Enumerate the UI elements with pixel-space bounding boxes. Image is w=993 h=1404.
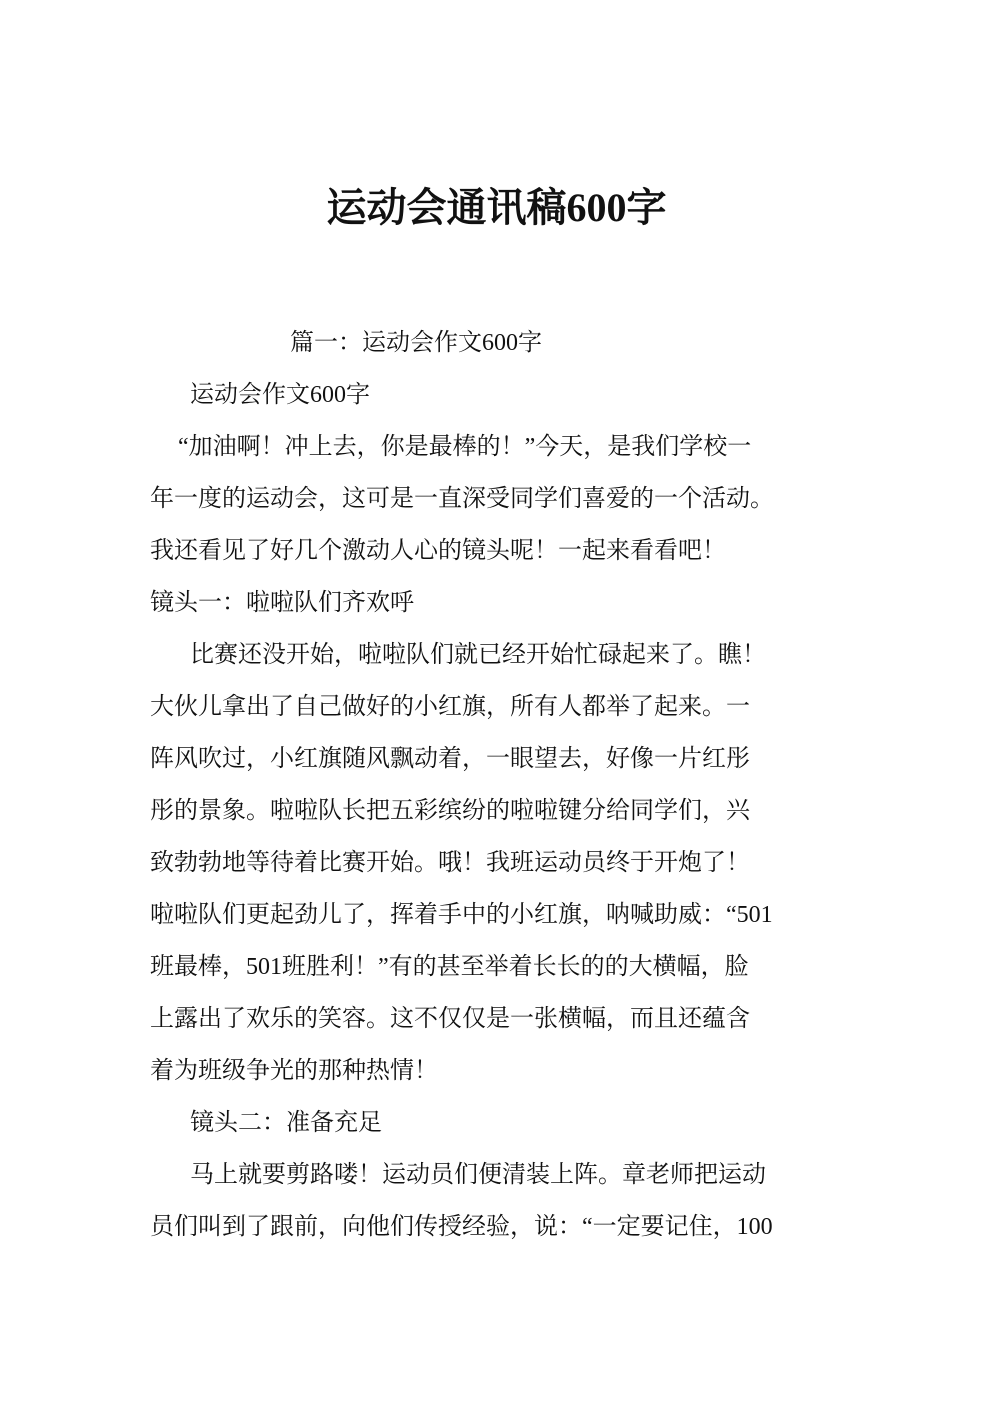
text-line: 上露出了欢乐的笑容。这不仅仅是一张横幅，而且还蕴含 xyxy=(150,1006,750,1032)
text-line: 彤的景象。啦啦队长把五彩缤纷的啦啦键分给同学们，兴 xyxy=(150,798,750,824)
text-line: “加油啊！冲上去，你是最棒的！”今天，是我们学校一 xyxy=(178,434,752,460)
text-line: 比赛还没开始，啦啦队们就已经开始忙碌起来了。瞧！ xyxy=(190,642,766,668)
text-line: 大伙儿拿出了自己做好的小红旗，所有人都举了起来。一 xyxy=(150,694,750,720)
text-line: 员们叫到了跟前，向他们传授经验，说：“一定要记住，100 xyxy=(150,1214,773,1240)
text-line: 马上就要剪路喽！运动员们便清装上阵。章老师把运动 xyxy=(190,1162,766,1188)
document-title: 运动会通讯稿600字 xyxy=(326,185,667,230)
text-line: 运动会作文600字 xyxy=(190,382,370,408)
text-line: 年一度的运动会，这可是一直深受同学们喜爱的一个活动。 xyxy=(150,486,774,512)
text-line: 啦啦队们更起劲儿了，挥着手中的小红旗，呐喊助威：“501 xyxy=(150,902,773,928)
text-line: 班最棒，501班胜利！”有的甚至举着长长的的大横幅，脸 xyxy=(150,954,749,980)
text-line: 阵风吹过，小红旗随风飘动着，一眼望去，好像一片红彤 xyxy=(150,746,750,772)
text-line: 篇一：运动会作文600字 xyxy=(290,330,542,356)
text-line: 镜头一：啦啦队们齐欢呼 xyxy=(150,590,414,616)
text-line: 致勃勃地等待着比赛开始。哦！我班运动员终于开炮了！ xyxy=(150,850,750,876)
text-line: 镜头二：准备充足 xyxy=(190,1110,382,1136)
text-line: 我还看见了好几个激动人心的镜头呢！一起来看看吧！ xyxy=(150,538,726,564)
text-line: 着为班级争光的那种热情！ xyxy=(150,1058,438,1084)
